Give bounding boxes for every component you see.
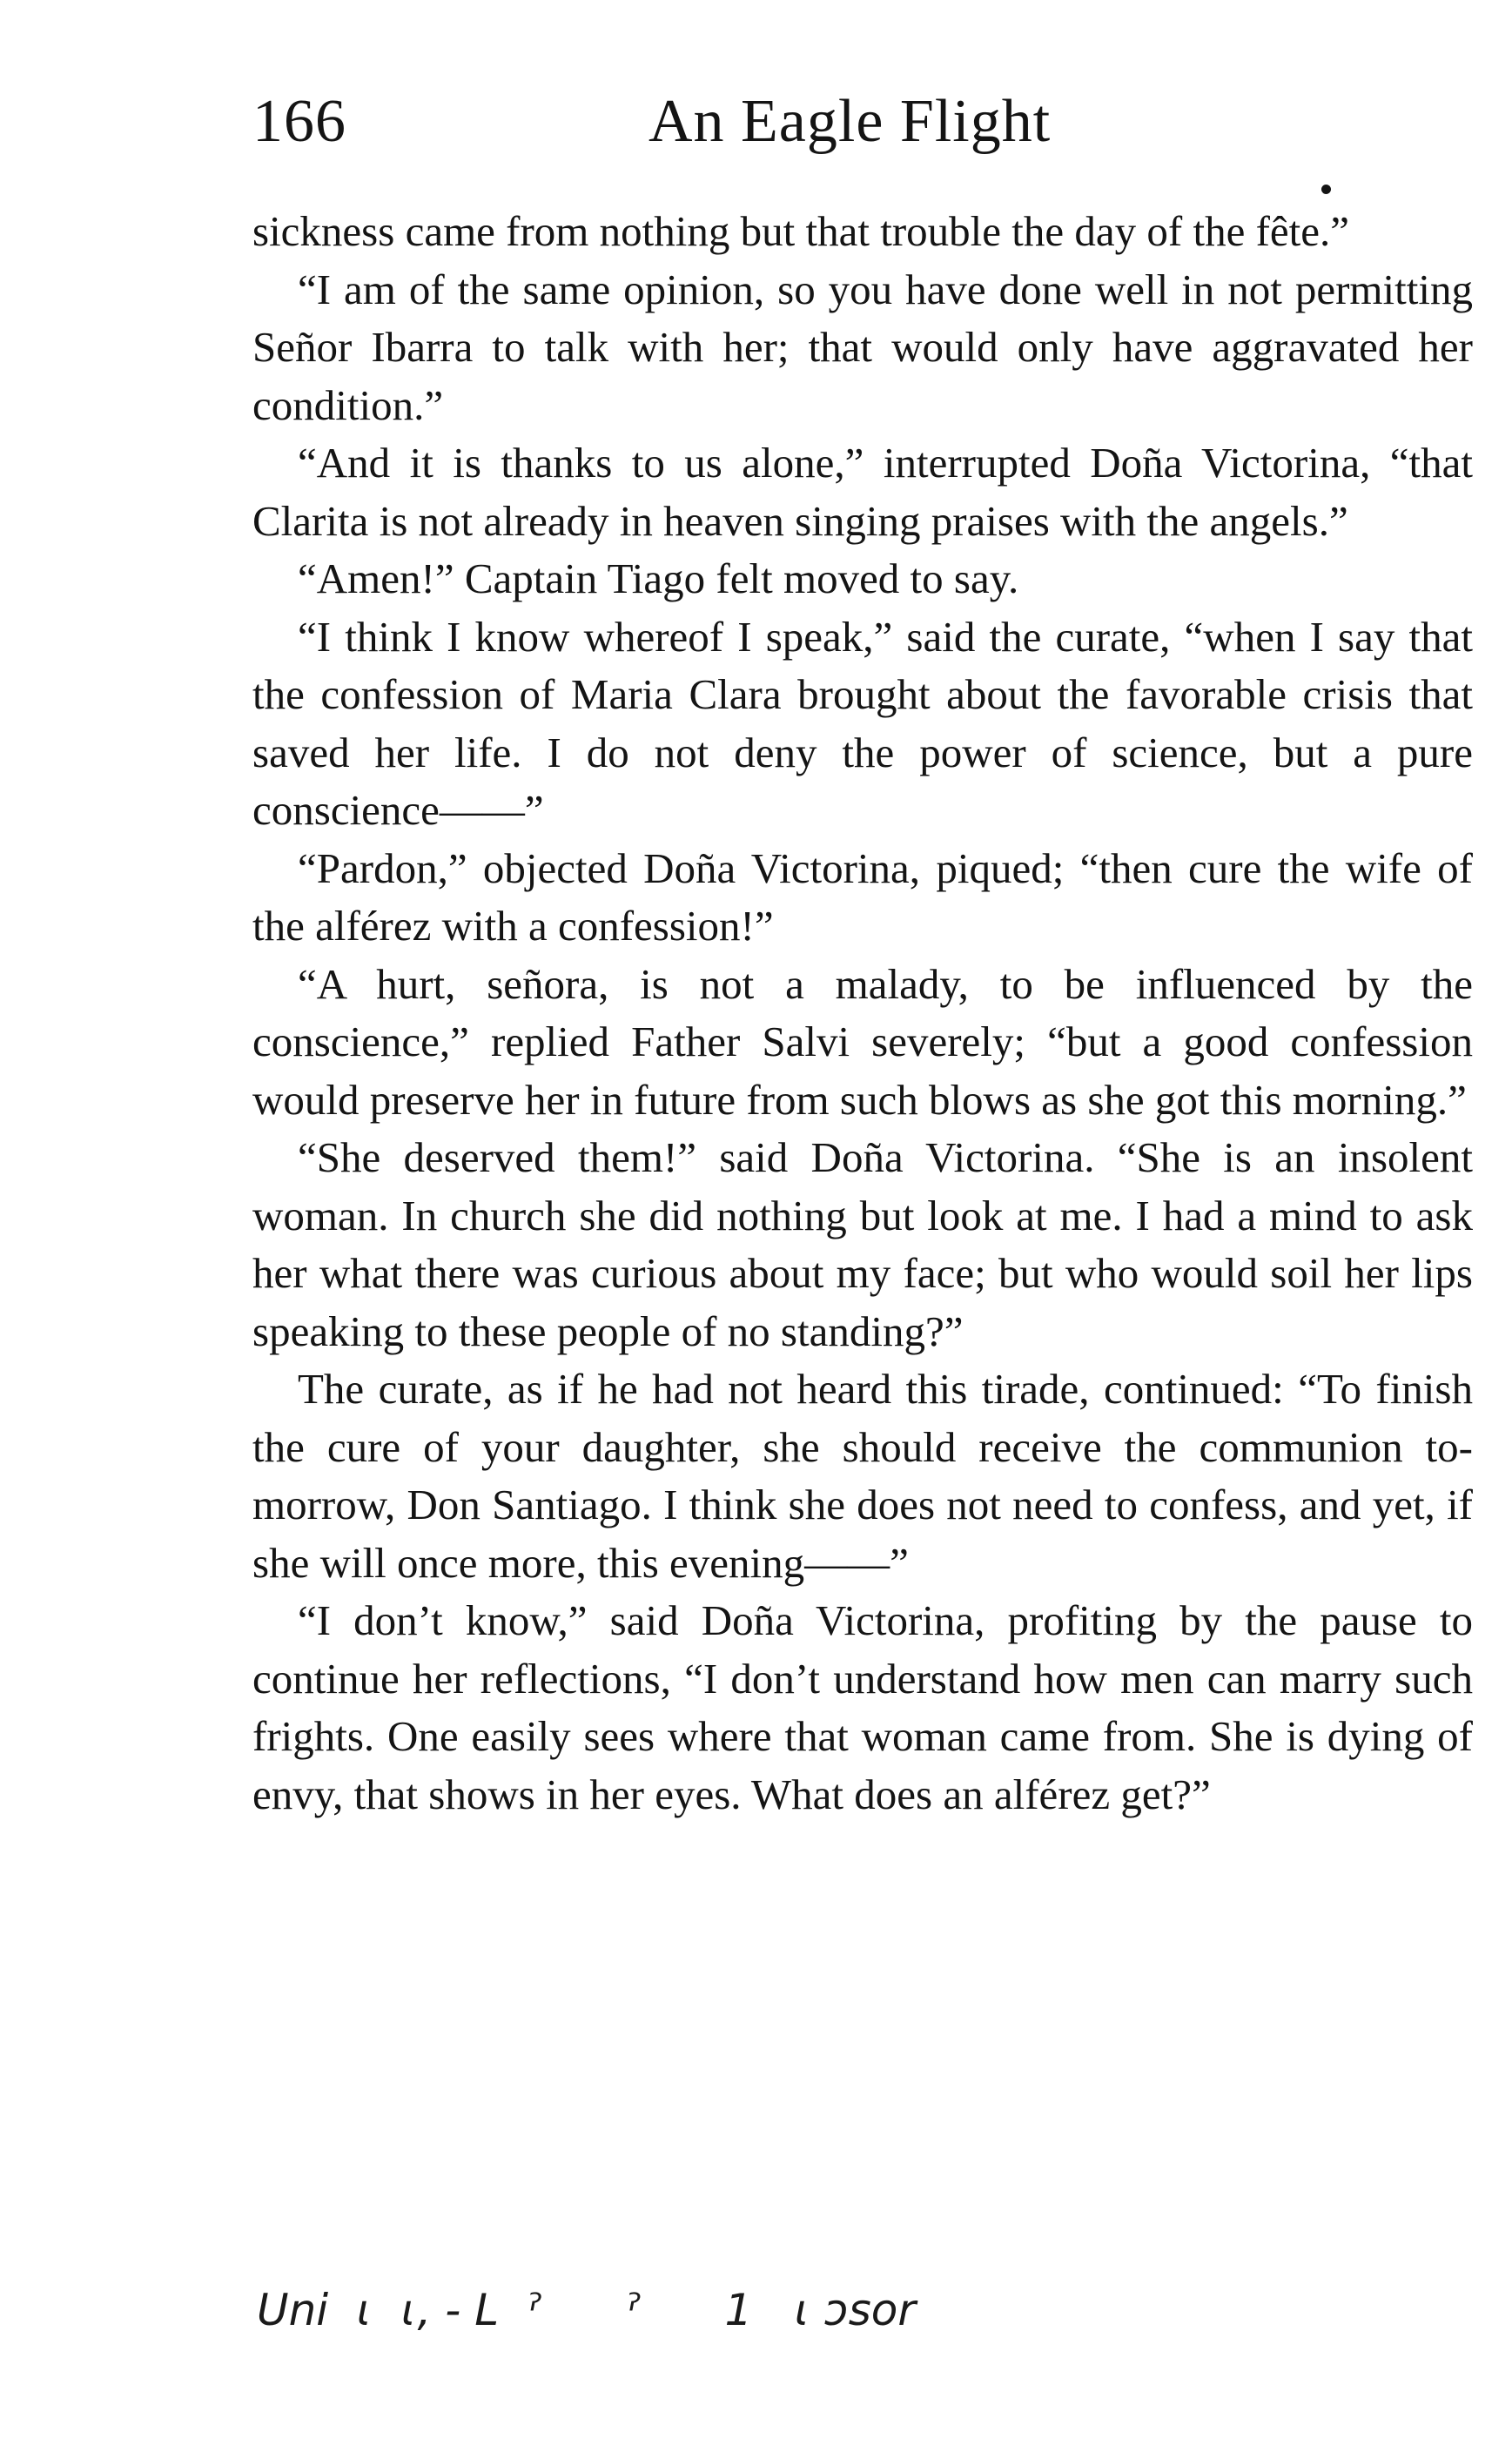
paragraph: “I think I know whereof I speak,” said the curate, “when I say that the confession of Maria Clara brought about the favorable crisis that saved her life. I do not deny the power of science, but a pure conscience——” bbox=[252, 612, 1473, 834]
paragraph: The curate, as if he had not heard this tirade, continued: “To finish the cure of your daughter, she should receive the communion to-morrow, Don Santiago. I think she does not need to confess, and yet, if she will once more, this evening——” bbox=[252, 1365, 1473, 1587]
paragraph: “She deserved them!” said Doña Victorina. “She is an insolent woman. In church she did nothing but look at me. I had a mind to ask her what there was curious about my face; but who would soil her lips speaking to these people of no standing?” bbox=[252, 1133, 1473, 1355]
paragraph: “Pardon,” objected Doña Victorina, piqued; “then cure the wife of the alférez with a confession!” bbox=[252, 843, 1473, 950]
paragraph: “And it is thanks to us alone,” interrupted Doña Victorina, “that Clarita is not already in heaven singing praises with the angels.” bbox=[252, 439, 1473, 545]
paragraph: sickness came from nothing but that trouble the day of the fête.” bbox=[252, 207, 1350, 255]
library-stamp: Uni ɩ ɩ, - L ˀ ˀ 1 ɩ ɔsor bbox=[257, 2285, 916, 2335]
paragraph: “I don’t know,” said Doña Victorina, profiting by the pause to continue her reflections, “I don’t understand how men can marry such frights. One easily sees where that woman came from. She is dying of envy, that shows in her eyes. What does an alférez get?” bbox=[252, 1596, 1473, 1818]
paragraph: “Amen!” Captain Tiago felt moved to say. bbox=[298, 554, 1019, 602]
body-text bbox=[252, 203, 1473, 1824]
ink-speck bbox=[1321, 185, 1331, 194]
paragraph: “I am of the same opinion, so you have done well in not permitting Señor Ibarra to talk with her; that would only have aggravated her condition.” bbox=[252, 265, 1473, 429]
paragraph: “A hurt, señora, is not a malady, to be influenced by the conscience,” replied Father Salvi severely; “but a good confession would preserve her in future from such blows as she got this morning.” bbox=[252, 959, 1473, 1124]
page-header bbox=[252, 87, 1471, 165]
page-number: 166 bbox=[252, 88, 346, 155]
running-title: An Eagle Flight bbox=[648, 88, 1052, 155]
